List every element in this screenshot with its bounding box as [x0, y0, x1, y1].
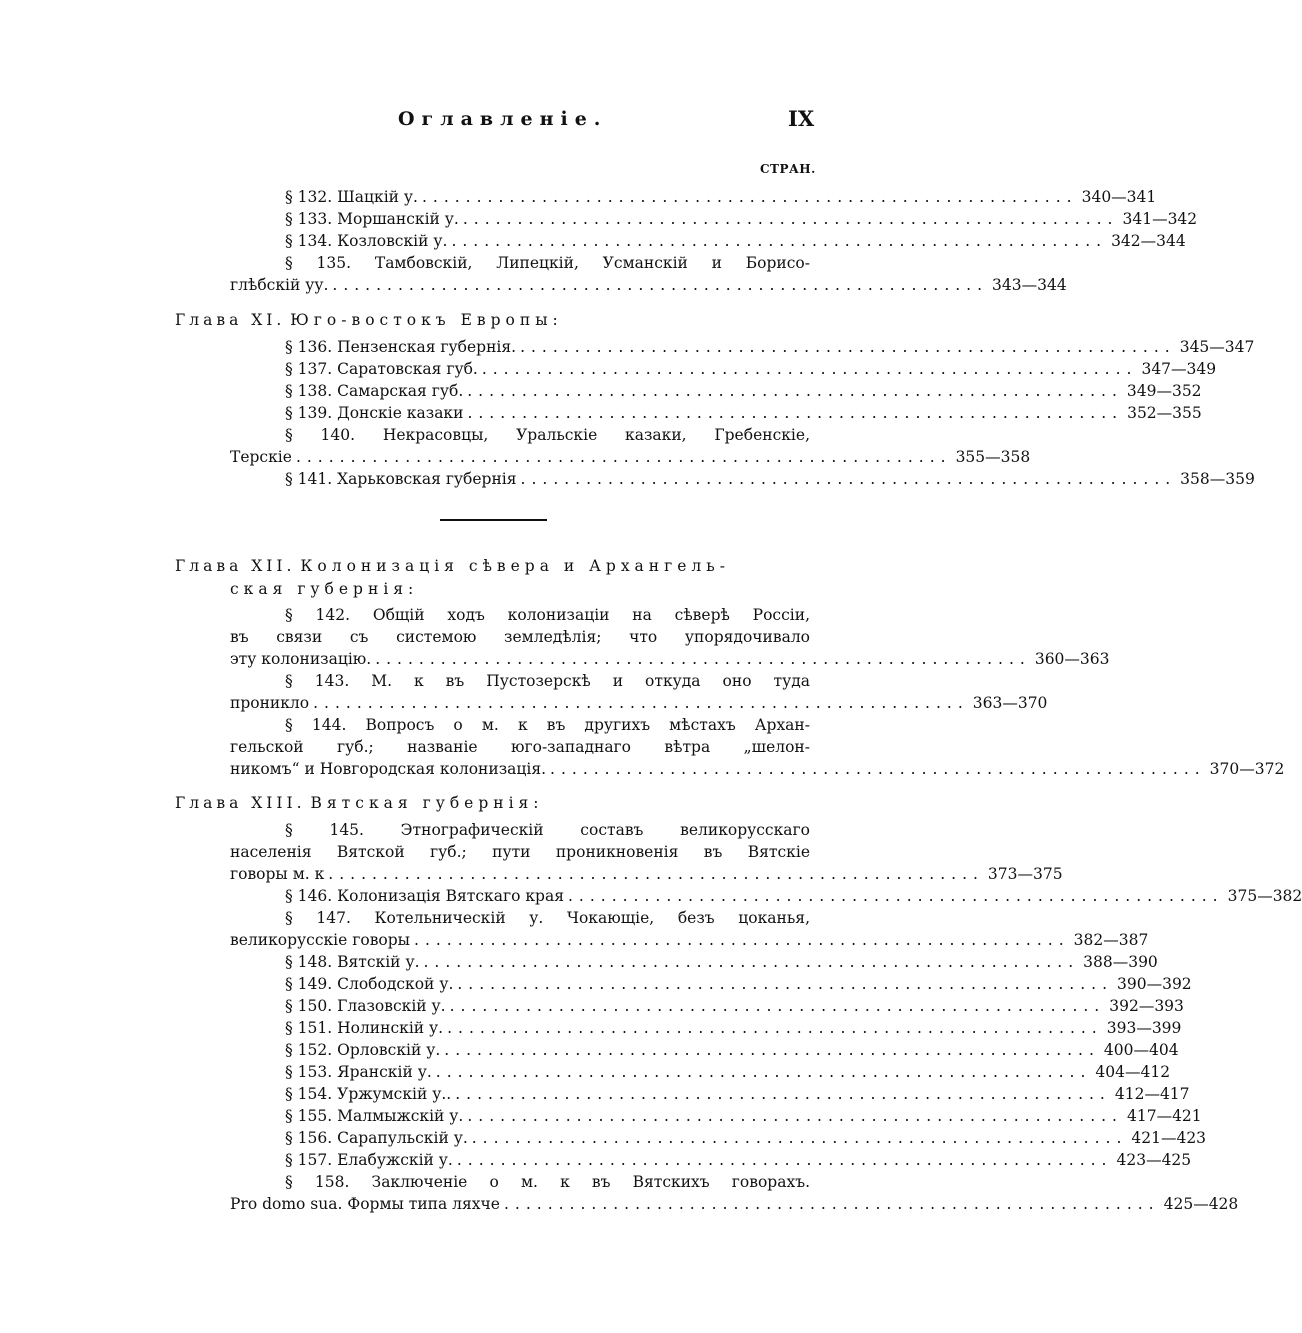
entry-pages: 388—390	[1083, 953, 1158, 971]
toc-entry	[230, 186, 1157, 208]
toc-entry	[230, 951, 1158, 973]
leader-dots: ............................................................	[456, 1151, 1113, 1169]
toc-entry	[230, 1127, 1207, 1149]
leader-dots: ............................................................	[567, 887, 1224, 905]
entry-title: § 141. Харьковская губернія	[285, 470, 517, 488]
toc-entry-line: § 144. Вопросъ о м. к въ другихъ мѣстахъ Архан-	[285, 716, 810, 734]
toc-entry-line: § 143. М. к въ Пустозерскѣ и откуда оно туда	[285, 672, 810, 690]
chapter-title: Вятская губернія:	[310, 794, 544, 812]
leader-dots: ............................................................	[451, 232, 1108, 250]
toc-entry	[230, 995, 1184, 1017]
chapter-title-continued: ская губернія:	[230, 580, 419, 598]
page-number: IX	[788, 106, 815, 131]
toc-entry	[230, 885, 1302, 907]
entry-pages: 421—423	[1131, 1129, 1207, 1147]
leader-dots: ............................................................	[455, 1085, 1111, 1103]
toc-entry	[230, 1105, 1202, 1127]
entry-title: § 133. Моршанскій у.	[285, 210, 459, 228]
toc-entry	[230, 973, 1192, 995]
toc-entry	[230, 758, 1285, 780]
toc-entry-line: въ связи съ системою земледѣлія; что упорядочивало	[230, 628, 810, 646]
entry-title: § 156. Сарапульскій у.	[285, 1129, 468, 1147]
toc-entry	[230, 1017, 1182, 1039]
toc-entry	[230, 1149, 1192, 1171]
toc-entry-line: § 142. Общій ходъ колонизаціи на сѣверѣ Россіи,	[285, 606, 810, 624]
leader-dots: ............................................................	[457, 975, 1113, 993]
entry-pages: 373—375	[987, 865, 1063, 883]
entry-title: § 153. Яранскій у.	[285, 1063, 432, 1081]
toc-entry	[230, 1083, 1190, 1105]
entry-title: § 154. Уржумскій у..	[285, 1085, 452, 1103]
entry-title: эту колонизацію.	[230, 650, 372, 668]
entry-pages: 423—425	[1116, 1151, 1192, 1169]
leader-dots: ............................................................	[520, 470, 1177, 488]
toc-entry	[230, 929, 1149, 951]
leader-dots: ............................................................	[444, 1041, 1100, 1059]
toc-entry	[230, 380, 1202, 402]
leader-dots: ............................................................	[467, 382, 1123, 400]
entry-pages: 400—404	[1103, 1041, 1179, 1059]
toc-entry-line: § 147. Котельническій у. Чокающіе, безъ цоканья,	[285, 909, 810, 927]
leader-dots: ............................................................	[313, 694, 969, 712]
leader-dots: ............................................................	[435, 1063, 1092, 1081]
leader-dots: ............................................................	[503, 1195, 1160, 1213]
toc-entry	[230, 468, 1255, 490]
entry-title: § 146. Колонизація Вятскаго края	[285, 887, 564, 905]
toc-entry	[230, 358, 1217, 380]
leader-dots: ............................................................	[481, 360, 1138, 378]
chapter-heading	[175, 555, 810, 577]
toc-entry	[230, 1061, 1171, 1083]
leader-dots: ............................................................	[447, 1019, 1103, 1037]
entry-pages: 392—393	[1109, 997, 1184, 1015]
entry-title: Pro domo sua. Формы типа ляхче	[230, 1195, 500, 1213]
toc-entry	[230, 648, 1110, 670]
entry-pages: 404—412	[1095, 1063, 1171, 1081]
chapter-title: Колонизація сѣвера и Архангель-	[300, 557, 730, 575]
toc-entry	[230, 336, 1255, 358]
entry-title: § 152. Орловскій у.	[285, 1041, 441, 1059]
leader-dots: ............................................................	[550, 760, 1206, 778]
entry-pages: 340—341	[1081, 188, 1157, 206]
entry-pages: 341—342	[1122, 210, 1198, 228]
pages-column-label: СТРАН.	[760, 162, 816, 176]
entry-title: проникло	[230, 694, 310, 712]
toc-entry-line: § 140. Некрасовцы, Уральскіе казаки, Гребенскіе,	[285, 426, 810, 444]
toc-entry-line: населенія Вятской губ.; пути проникновенія въ Вятскіе	[230, 843, 810, 861]
entry-title: § 149. Слободской у.	[285, 975, 454, 993]
entry-pages: 412—417	[1114, 1085, 1190, 1103]
entry-pages: 363—370	[972, 694, 1048, 712]
toc-entry	[230, 1193, 1239, 1215]
entry-title: § 139. Донскіе казаки	[285, 404, 464, 422]
entry-title: § 136. Пензенская губернія.	[285, 338, 517, 356]
entry-pages: 375—382	[1227, 887, 1302, 905]
toc-entry	[230, 402, 1202, 424]
entry-title: § 137. Саратовская губ.	[285, 360, 478, 378]
entry-title: великорусскіе говоры	[230, 931, 411, 949]
leader-dots: ............................................................	[471, 1129, 1128, 1147]
chapter-heading	[175, 309, 810, 331]
entry-pages: 349—352	[1126, 382, 1202, 400]
toc-entry	[230, 208, 1198, 230]
entry-title: § 157. Елабужскій у.	[285, 1151, 453, 1169]
entry-title: говоры м. к	[230, 865, 325, 883]
toc-entry	[230, 446, 1031, 468]
entry-title: § 132. Шацкій у.	[285, 188, 418, 206]
entry-title: § 134. Козловскій у.	[285, 232, 448, 250]
toc-entry-line: гельской губ.; названіе юго-западнаго вѣтра „шелон-	[230, 738, 810, 756]
leader-dots: ............................................................	[375, 650, 1031, 668]
entry-title: § 155. Малмыжскій у.	[285, 1107, 464, 1125]
chapter-label: Глава XIII.	[175, 794, 306, 812]
entry-pages: 342—344	[1111, 232, 1186, 250]
chapter-label: Глава XI.	[175, 311, 286, 329]
chapter-label: Глава XII.	[175, 557, 296, 575]
toc-entry	[230, 1039, 1179, 1061]
leader-dots: ............................................................	[520, 338, 1176, 356]
entry-title: Терскіе	[230, 448, 292, 466]
leader-dots: ............................................................	[414, 931, 1070, 949]
entry-pages: 393—399	[1106, 1019, 1182, 1037]
leader-dots: ............................................................	[423, 953, 1080, 971]
leader-dots: ............................................................	[449, 997, 1106, 1015]
toc-entry	[230, 230, 1186, 252]
entry-pages: 417—421	[1126, 1107, 1202, 1125]
leader-dots: ............................................................	[462, 210, 1119, 228]
toc-entry-line: § 158. Заключеніе о м. к въ Вятскихъ говорахъ.	[285, 1173, 810, 1191]
toc-entry-line: § 145. Этнографическій составъ великорусскаго	[285, 821, 810, 839]
leader-dots: ............................................................	[467, 1107, 1123, 1125]
leader-dots: ............................................................	[295, 448, 952, 466]
entry-pages: 382—387	[1073, 931, 1149, 949]
entry-title: никомъ“ и Новгородская колонизація.	[230, 760, 547, 778]
entry-pages: 358—359	[1180, 470, 1255, 488]
leader-dots: ............................................................	[467, 404, 1124, 422]
toc-entry-line: § 135. Тамбовскій, Липецкій, Усманскій и Борисо-	[285, 254, 810, 272]
entry-title: § 138. Самарская губ.	[285, 382, 464, 400]
leader-dots: ............................................................	[328, 865, 984, 883]
leader-dots: ............................................................	[332, 276, 989, 294]
chapter-title: Юго-востокъ Европы:	[290, 311, 563, 329]
entry-pages: 390—392	[1117, 975, 1192, 993]
entry-pages: 343—344	[992, 276, 1067, 294]
chapter-heading	[175, 792, 810, 814]
entry-pages: 345—347	[1179, 338, 1255, 356]
entry-pages: 352—355	[1127, 404, 1202, 422]
entry-title: § 151. Нолинскій у.	[285, 1019, 444, 1037]
entry-pages: 347—349	[1141, 360, 1217, 378]
leader-dots: ............................................................	[421, 188, 1078, 206]
entry-pages: 360—363	[1034, 650, 1110, 668]
toc-entry	[230, 692, 1048, 714]
section-divider	[440, 519, 547, 521]
entry-title: § 148. Вятскій у.	[285, 953, 420, 971]
entry-pages: 425—428	[1163, 1195, 1239, 1213]
toc-entry	[230, 274, 1067, 296]
entry-title: § 150. Глазовскій у.	[285, 997, 446, 1015]
entry-pages: 370—372	[1209, 760, 1285, 778]
entry-title: глѣбскій уу.	[230, 276, 329, 294]
entry-pages: 355—358	[955, 448, 1031, 466]
toc-entry	[230, 863, 1063, 885]
page-title: Оглавленіе.	[398, 108, 608, 130]
